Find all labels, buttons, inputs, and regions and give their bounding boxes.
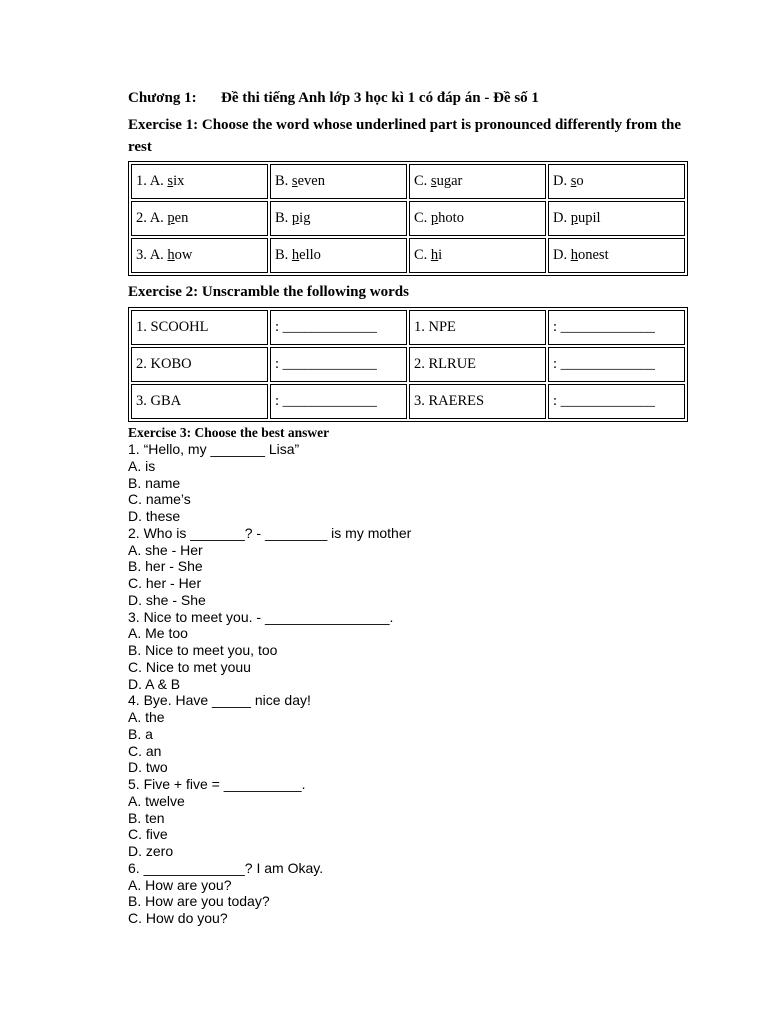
question-line: 3. Nice to meet you. - ________________.	[128, 608, 394, 625]
exercise-2-heading: Exercise 2: Unscramble the following words	[128, 284, 409, 300]
table-row	[131, 310, 685, 345]
question-line: 5. Five + five = __________.	[128, 776, 306, 792]
question-line: 4. Bye. Have _____ nice day!	[128, 692, 311, 709]
scrambled-word: 1. SCOOHL	[131, 310, 268, 345]
answer-option: B. How are you today?	[128, 893, 270, 910]
answer-option: A. is	[128, 457, 156, 474]
chapter-heading	[128, 90, 539, 107]
table-row	[131, 201, 685, 236]
answer-option: A. twelve	[128, 792, 185, 809]
answer-option: B. name	[128, 474, 181, 491]
answer-option: A. the	[128, 709, 165, 725]
table-cell: C. sugar	[409, 164, 546, 199]
table-cell: 1. A. six	[131, 164, 268, 199]
table-cell: C. photo	[409, 201, 546, 236]
answer-option: A. How are you?	[128, 876, 232, 893]
table-cell: B. seven	[270, 164, 407, 199]
exercise-2-table	[128, 307, 688, 422]
answer-option: C. an	[128, 742, 162, 759]
answer-blank: : _____________	[548, 347, 685, 382]
answer-option: B. her - She	[128, 558, 203, 575]
question-line: 2. Who is _______? - ________ is my mother	[128, 524, 412, 541]
table-cell: 2. A. pen	[131, 201, 268, 236]
answer-option: D. she - She	[128, 591, 206, 608]
exercise-1-heading: Exercise 1: Choose the word whose underlined part is pronounced differently from the rest	[128, 117, 682, 155]
chapter-label: Chương 1:	[128, 90, 197, 106]
scrambled-word: 1. NPE	[409, 310, 546, 345]
answer-option: C. name’s	[128, 491, 191, 508]
answer-option: D. A & B	[128, 675, 181, 692]
answer-option: C. Nice to met youu	[128, 658, 251, 675]
scrambled-word: 2. KOBO	[131, 347, 268, 382]
answer-option: B. a	[128, 725, 153, 742]
table-cell: 3. A. how	[131, 238, 268, 273]
table-cell: D. so	[548, 164, 685, 199]
table-cell: B. pig	[270, 201, 407, 236]
scrambled-word: 3. RAERES	[409, 384, 546, 419]
answer-option: A. Me too	[128, 625, 188, 642]
answer-option: D. two	[128, 759, 168, 776]
table-cell: D. pupil	[548, 201, 685, 236]
table-cell: D. honest	[548, 238, 685, 273]
table-cell: B. hello	[270, 238, 407, 273]
table-cell: C. hi	[409, 238, 546, 273]
table-row	[131, 238, 685, 273]
answer-blank: : _____________	[270, 384, 407, 419]
scrambled-word: 2. RLRUE	[409, 347, 546, 382]
answer-blank: : _____________	[548, 310, 685, 345]
answer-option: C. five	[128, 826, 168, 843]
answer-option: B. Nice to meet you, too	[128, 642, 278, 658]
table-row	[131, 384, 685, 419]
exercise-3-questions	[128, 441, 411, 927]
answer-blank: : _____________	[270, 310, 407, 345]
chapter-title: Đề thi tiếng Anh lớp 3 học kì 1 có đáp án - Đề số 1	[221, 90, 539, 106]
table-row	[131, 347, 685, 382]
answer-option: C. How do you?	[128, 910, 228, 926]
answer-option: D. zero	[128, 843, 174, 859]
answer-blank: : _____________	[270, 347, 407, 382]
answer-option: D. these	[128, 508, 181, 524]
exercise-3-heading: Exercise 3: Choose the best answer	[128, 425, 330, 440]
answer-option: A. she - Her	[128, 541, 203, 558]
question-line: 6. _____________? I am Okay.	[128, 859, 324, 876]
answer-option: B. ten	[128, 809, 165, 826]
question-line: 1. “Hello, my _______ Lisa”	[128, 441, 300, 457]
scrambled-word: 3. GBA	[131, 384, 268, 419]
answer-option: C. her - Her	[128, 575, 202, 591]
answer-blank: : _____________	[548, 384, 685, 419]
exercise-1-table	[128, 161, 688, 276]
table-row	[131, 164, 685, 199]
